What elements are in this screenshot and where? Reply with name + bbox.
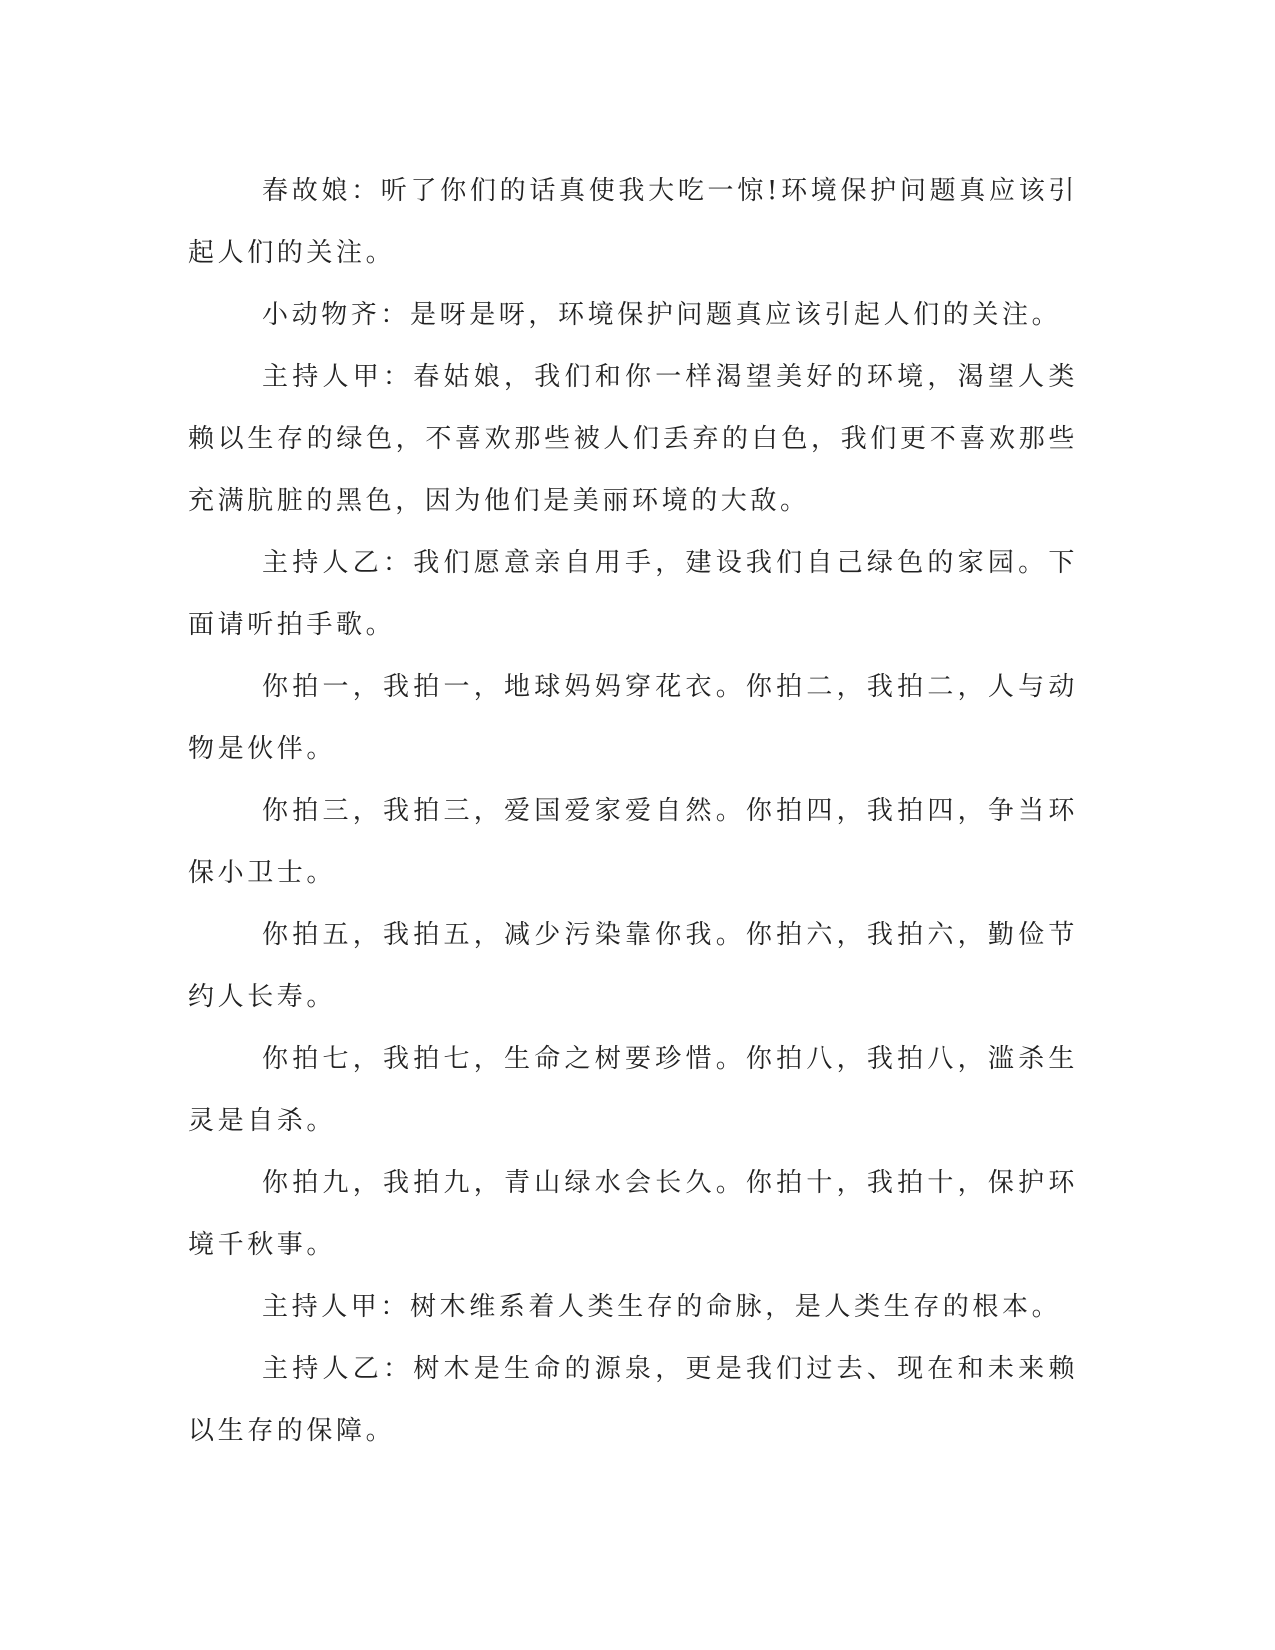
- paragraph-clap-song-2: 你拍三，我拍三，爱国爱家爱自然。你拍四，我拍四，争当环保小卫士。: [188, 796, 1078, 888]
- paragraph-clap-song-4: 你拍七，我拍七，生命之树要珍惜。你拍八，我拍八，滥杀生灵是自杀。: [188, 1044, 1078, 1136]
- paragraph-spring-girl: 春故娘：听了你们的话真使我大吃一惊!环境保护问题真应该引起人们的关注。: [188, 176, 1078, 268]
- paragraph-clap-song-1: 你拍一，我拍一，地球妈妈穿花衣。你拍二，我拍二，人与动物是伙伴。: [188, 672, 1078, 764]
- paragraph-host-b-1: 主持人乙：我们愿意亲自用手，建设我们自己绿色的家园。下面请听拍手歌。: [188, 548, 1078, 640]
- paragraph-host-a-2: 主持人甲：树木维系着人类生存的命脉，是人类生存的根本。: [262, 1292, 1062, 1322]
- paragraph-host-a-1: 主持人甲：春姑娘，我们和你一样渴望美好的环境，渴望人类赖以生存的绿色，不喜欢那些被人们丢弃的白色，我们更不喜欢那些充满肮脏的黑色，因为他们是美丽环境的大敌。: [188, 362, 1078, 516]
- paragraph-clap-song-5: 你拍九，我拍九，青山绿水会长久。你拍十，我拍十，保护环境千秋事。: [188, 1168, 1078, 1260]
- paragraph-host-b-2: 主持人乙：树木是生命的源泉，更是我们过去、现在和未来赖以生存的保障。: [188, 1354, 1078, 1446]
- paragraph-animals-chorus: 小动物齐：是呀是呀，环境保护问题真应该引起人们的关注。: [262, 300, 1062, 330]
- paragraph-clap-song-3: 你拍五，我拍五，减少污染靠你我。你拍六，我拍六，勤俭节约人长寿。: [188, 920, 1078, 1012]
- document-body: [188, 160, 1078, 1462]
